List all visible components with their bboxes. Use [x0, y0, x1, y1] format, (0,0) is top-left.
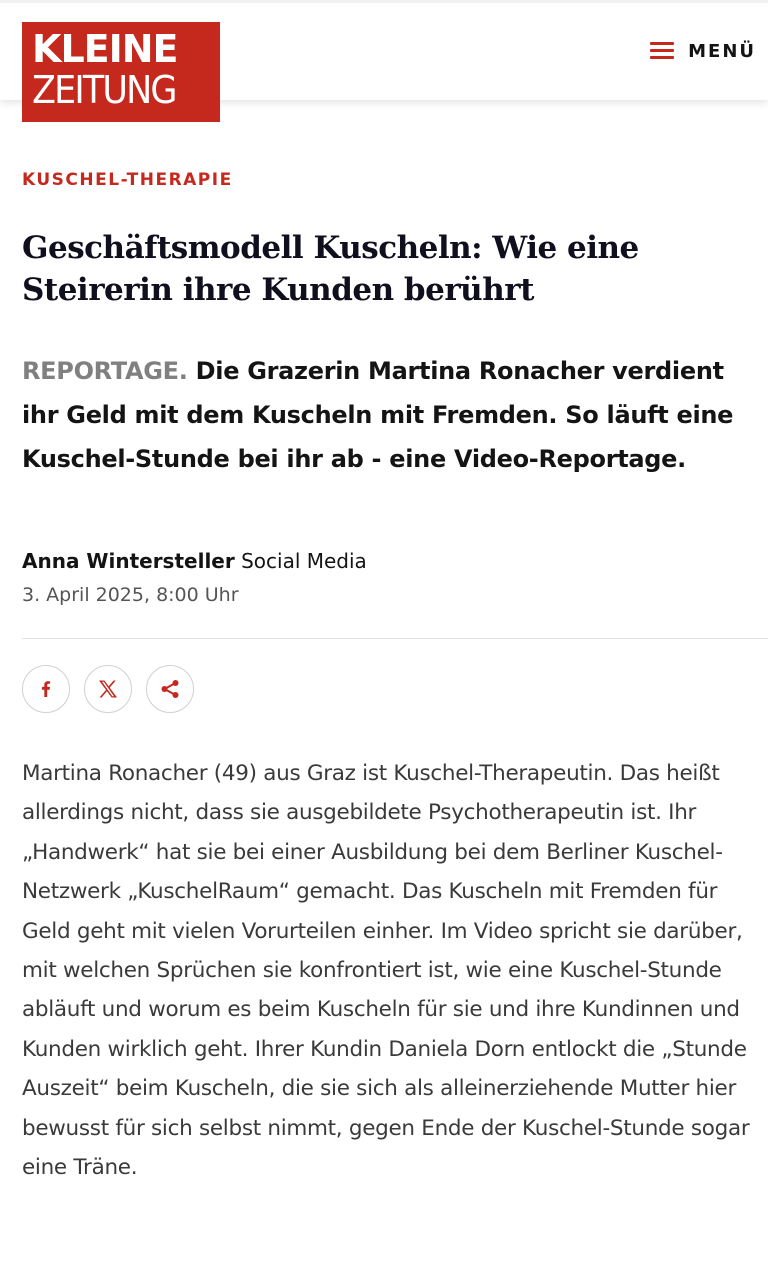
article-kicker[interactable]: KUSCHEL-THERAPIE — [22, 170, 233, 190]
x-icon — [97, 679, 119, 699]
site-logo[interactable] — [22, 22, 220, 122]
share-facebook-button[interactable] — [22, 665, 70, 713]
share-buttons — [22, 665, 208, 713]
lead-label: REPORTAGE. — [22, 357, 188, 385]
hamburger-menu-icon — [650, 42, 674, 60]
publish-date: 3. April 2025, 8:00 Uhr — [22, 584, 239, 606]
header-top-border — [0, 0, 768, 3]
logo-line-2: ZEITUNG — [32, 68, 176, 112]
lead-text: Die Grazerin Martina Ronacher verdient ihr Geld mit dem Kuscheln mit Fremden. So läuft eine Kuschel-Stunde bei ihr ab - eine Video-Reportage. — [22, 357, 734, 473]
menu-button[interactable] — [650, 36, 756, 66]
share-x-button[interactable] — [84, 665, 132, 713]
author-role: Social Media — [241, 549, 367, 573]
share-icon — [159, 678, 181, 700]
logo-line-1: KLEINE — [32, 27, 178, 71]
menu-label: MENÜ — [688, 40, 756, 62]
byline — [22, 547, 367, 575]
author-name[interactable]: Anna Wintersteller — [22, 549, 235, 573]
facebook-icon — [36, 679, 56, 699]
share-generic-button[interactable] — [146, 665, 194, 713]
article-body: Martina Ronacher (49) aus Graz ist Kuschel-Therapeutin. Das heißt allerdings nicht, dass sie ausgebildete Psychotherapeutin ist. Ihr „Handwerk“ hat sie bei einer Ausbildung bei dem Berliner Kuschel-Netzwerk „KuschelRaum“ gemacht. Das Kuscheln mit Fremden für Geld geht mit vielen Vorurteilen einher. Im Video spricht sie darüber, mit welchen Sprüchen sie konfrontiert ist, wie eine Kuschel-Stunde abläuft und worum es beim Kuscheln für sie und ihre Kundinnen und Kunden wirklich geht. Ihrer Kundin Daniela Dorn entlockt die „Stunde Auszeit“ beim Kuscheln, die sie sich als alleinerziehende Mutter hier bewusst für sich selbst nimmt, gegen Ende der Kuschel-Stunde sogar eine Träne. — [22, 761, 750, 1181]
article-headline: Geschäftsmodell Kuscheln: Wie eine Steirerin ihre Kunden berührt — [22, 230, 639, 308]
divider — [22, 638, 768, 639]
article-lead — [22, 349, 752, 481]
